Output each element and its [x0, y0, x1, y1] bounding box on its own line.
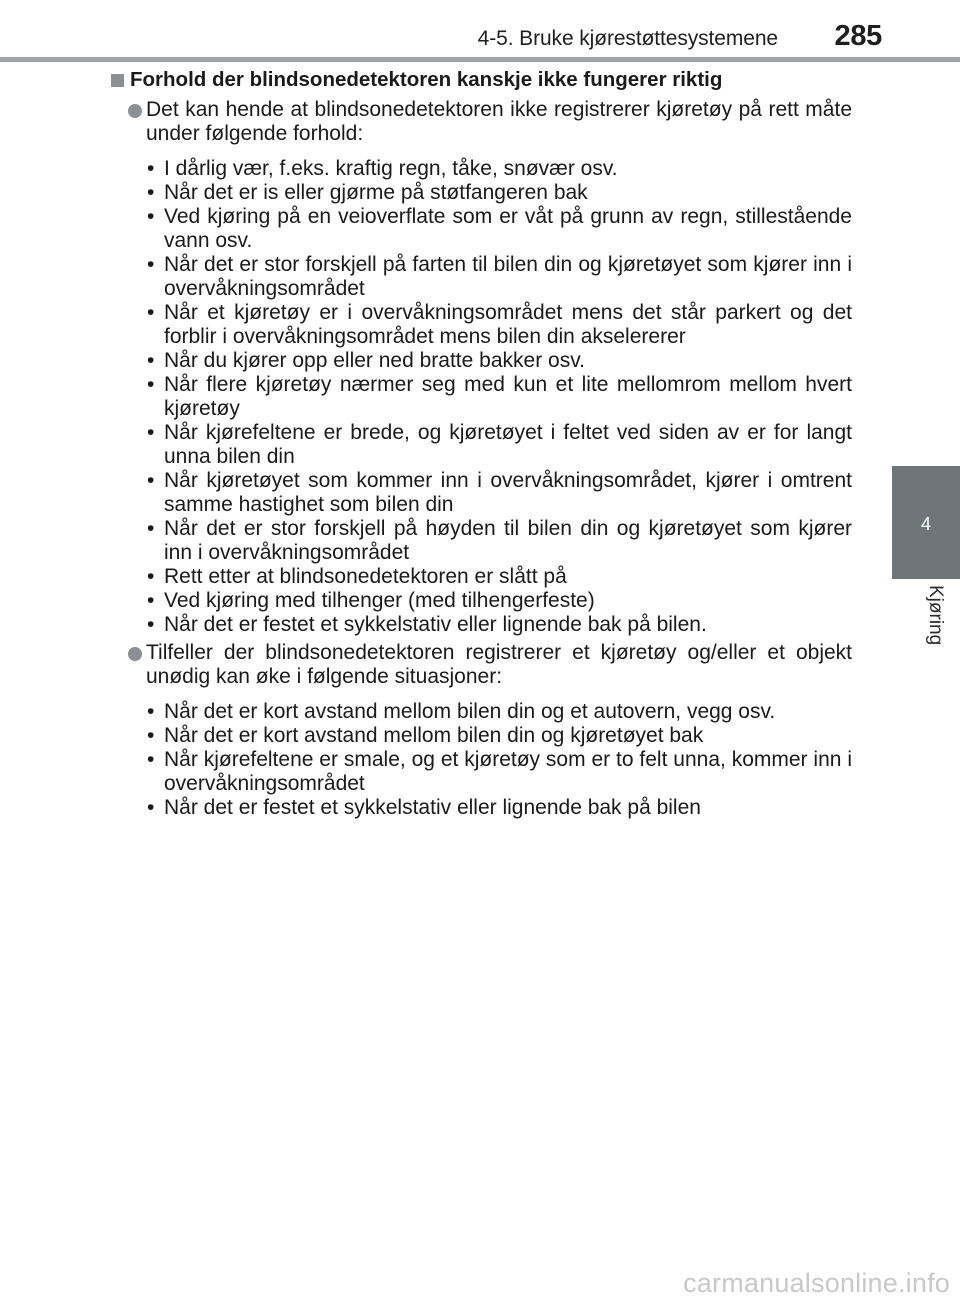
header-divider: [0, 57, 960, 62]
list-item: [146, 589, 852, 613]
list-item-text: Når det er kort avstand mellom bilen din og kjøretøyet bak: [164, 724, 704, 747]
list-item: [146, 565, 852, 589]
chapter-name-tab: [892, 579, 960, 687]
section-heading: [110, 68, 852, 92]
list-item-text: Når kjørefeltene er brede, og kjøretøyet i feltet ved siden av er for langt unna bilen din: [164, 421, 852, 468]
page-header: [0, 0, 960, 62]
page-content: [110, 68, 852, 820]
bullet-dot-icon: •: [147, 517, 155, 540]
bullet-dot-icon: •: [147, 724, 155, 747]
list-item: [146, 724, 852, 748]
list-item: [146, 157, 852, 181]
bullet-dot-icon: •: [147, 565, 155, 588]
list-item: [146, 748, 852, 796]
condition-list: [110, 157, 852, 637]
group-intro-text: Det kan hende at blindsonedetektoren ikke registrerer kjøretøy på rett måte under følgende forhold:: [146, 98, 852, 145]
section-heading-text: Forhold der blindsonedetektoren kanskje ikke fungerer riktig: [130, 68, 723, 91]
list-item-text: Når flere kjøretøy nærmer seg med kun et lite mellomrom mellom hvert kjøretøy: [164, 373, 852, 420]
circle-bullet-icon: [128, 104, 142, 118]
false-detection-group: [110, 641, 852, 820]
situation-list: [110, 700, 852, 820]
list-item-text: Når du kjører opp eller ned bratte bakker osv.: [164, 349, 585, 372]
bullet-dot-icon: •: [147, 253, 155, 276]
list-item-text: I dårlig vær, f.eks. kraftig regn, tåke, snøvær osv.: [164, 157, 618, 180]
bullet-dot-icon: •: [147, 301, 155, 324]
circle-bullet-icon: [128, 647, 142, 661]
list-item-text: Når kjøretøyet som kommer inn i overvåkningsområdet, kjører i omtrent samme hastighet som bilen din: [164, 469, 852, 516]
list-item: [146, 253, 852, 301]
list-item-text: Når kjørefeltene er smale, og et kjøretøy som er to felt unna, kommer inn i overvåkningsområdet: [164, 748, 852, 795]
list-item: [146, 469, 852, 517]
list-item: [146, 517, 852, 565]
square-bullet-icon: [111, 74, 124, 87]
list-item: [146, 700, 852, 724]
list-item-text: Når det er stor forskjell på høyden til bilen din og kjøretøyet som kjører inn i overvåkningsområdet: [164, 517, 852, 564]
bullet-dot-icon: •: [147, 421, 155, 444]
chapter-name: Kjøring: [925, 585, 946, 646]
bullet-dot-icon: •: [147, 613, 155, 636]
list-item: [146, 205, 852, 253]
list-item-text: Når et kjøretøy er i overvåkningsområdet mens det står parkert og det forblir i overvåkningsområdet mens bilen din akselererer: [164, 301, 852, 348]
list-item-text: Ved kjøring på en veioverflate som er våt på grunn av regn, stillestående vann osv.: [164, 205, 852, 252]
group-intro: [110, 641, 852, 689]
list-item-text: Når det er festet et sykkelstativ eller lignende bak på bilen.: [164, 613, 707, 636]
watermark: carmanualsonline.info: [683, 1268, 950, 1298]
bullet-dot-icon: •: [147, 469, 155, 492]
list-item: [146, 373, 852, 421]
list-item-text: Når det er stor forskjell på farten til bilen din og kjøretøyet som kjører inn i overvåkningsområdet: [164, 253, 852, 300]
chapter-tab: [892, 466, 960, 579]
list-item-text: Rett etter at blindsonedetektoren er slått på: [164, 565, 567, 588]
list-item: [146, 181, 852, 205]
list-item: [146, 613, 852, 637]
bullet-dot-icon: •: [147, 700, 155, 723]
list-item: [146, 349, 852, 373]
bullet-dot-icon: •: [147, 205, 155, 228]
list-item-text: Ved kjøring med tilhenger (med tilhengerfeste): [164, 589, 595, 612]
bullet-dot-icon: •: [147, 796, 155, 819]
bullet-dot-icon: •: [147, 589, 155, 612]
page-number: 285: [834, 20, 882, 52]
list-item: [146, 301, 852, 349]
bullet-dot-icon: •: [147, 748, 155, 771]
condition-group: [110, 98, 852, 637]
list-item-text: Når det er festet et sykkelstativ eller lignende bak på bilen: [164, 796, 701, 819]
bullet-dot-icon: •: [147, 373, 155, 396]
bullet-dot-icon: •: [147, 181, 155, 204]
bullet-dot-icon: •: [147, 349, 155, 372]
list-item-text: Når det er is eller gjørme på støtfangeren bak: [164, 181, 588, 204]
list-item: [146, 796, 852, 820]
bullet-dot-icon: •: [147, 157, 155, 180]
list-item-text: Når det er kort avstand mellom bilen din og et autovern, vegg osv.: [164, 700, 776, 723]
section-title: 4-5. Bruke kjørestøttesystemene: [477, 27, 778, 50]
list-item: [146, 421, 852, 469]
chapter-number: 4: [920, 514, 931, 534]
group-intro: [110, 98, 852, 146]
group-intro-text: Tilfeller der blindsonedetektoren registrerer et kjøretøy og/eller et objekt unødig kan øke i følgende situasjoner:: [146, 641, 852, 688]
